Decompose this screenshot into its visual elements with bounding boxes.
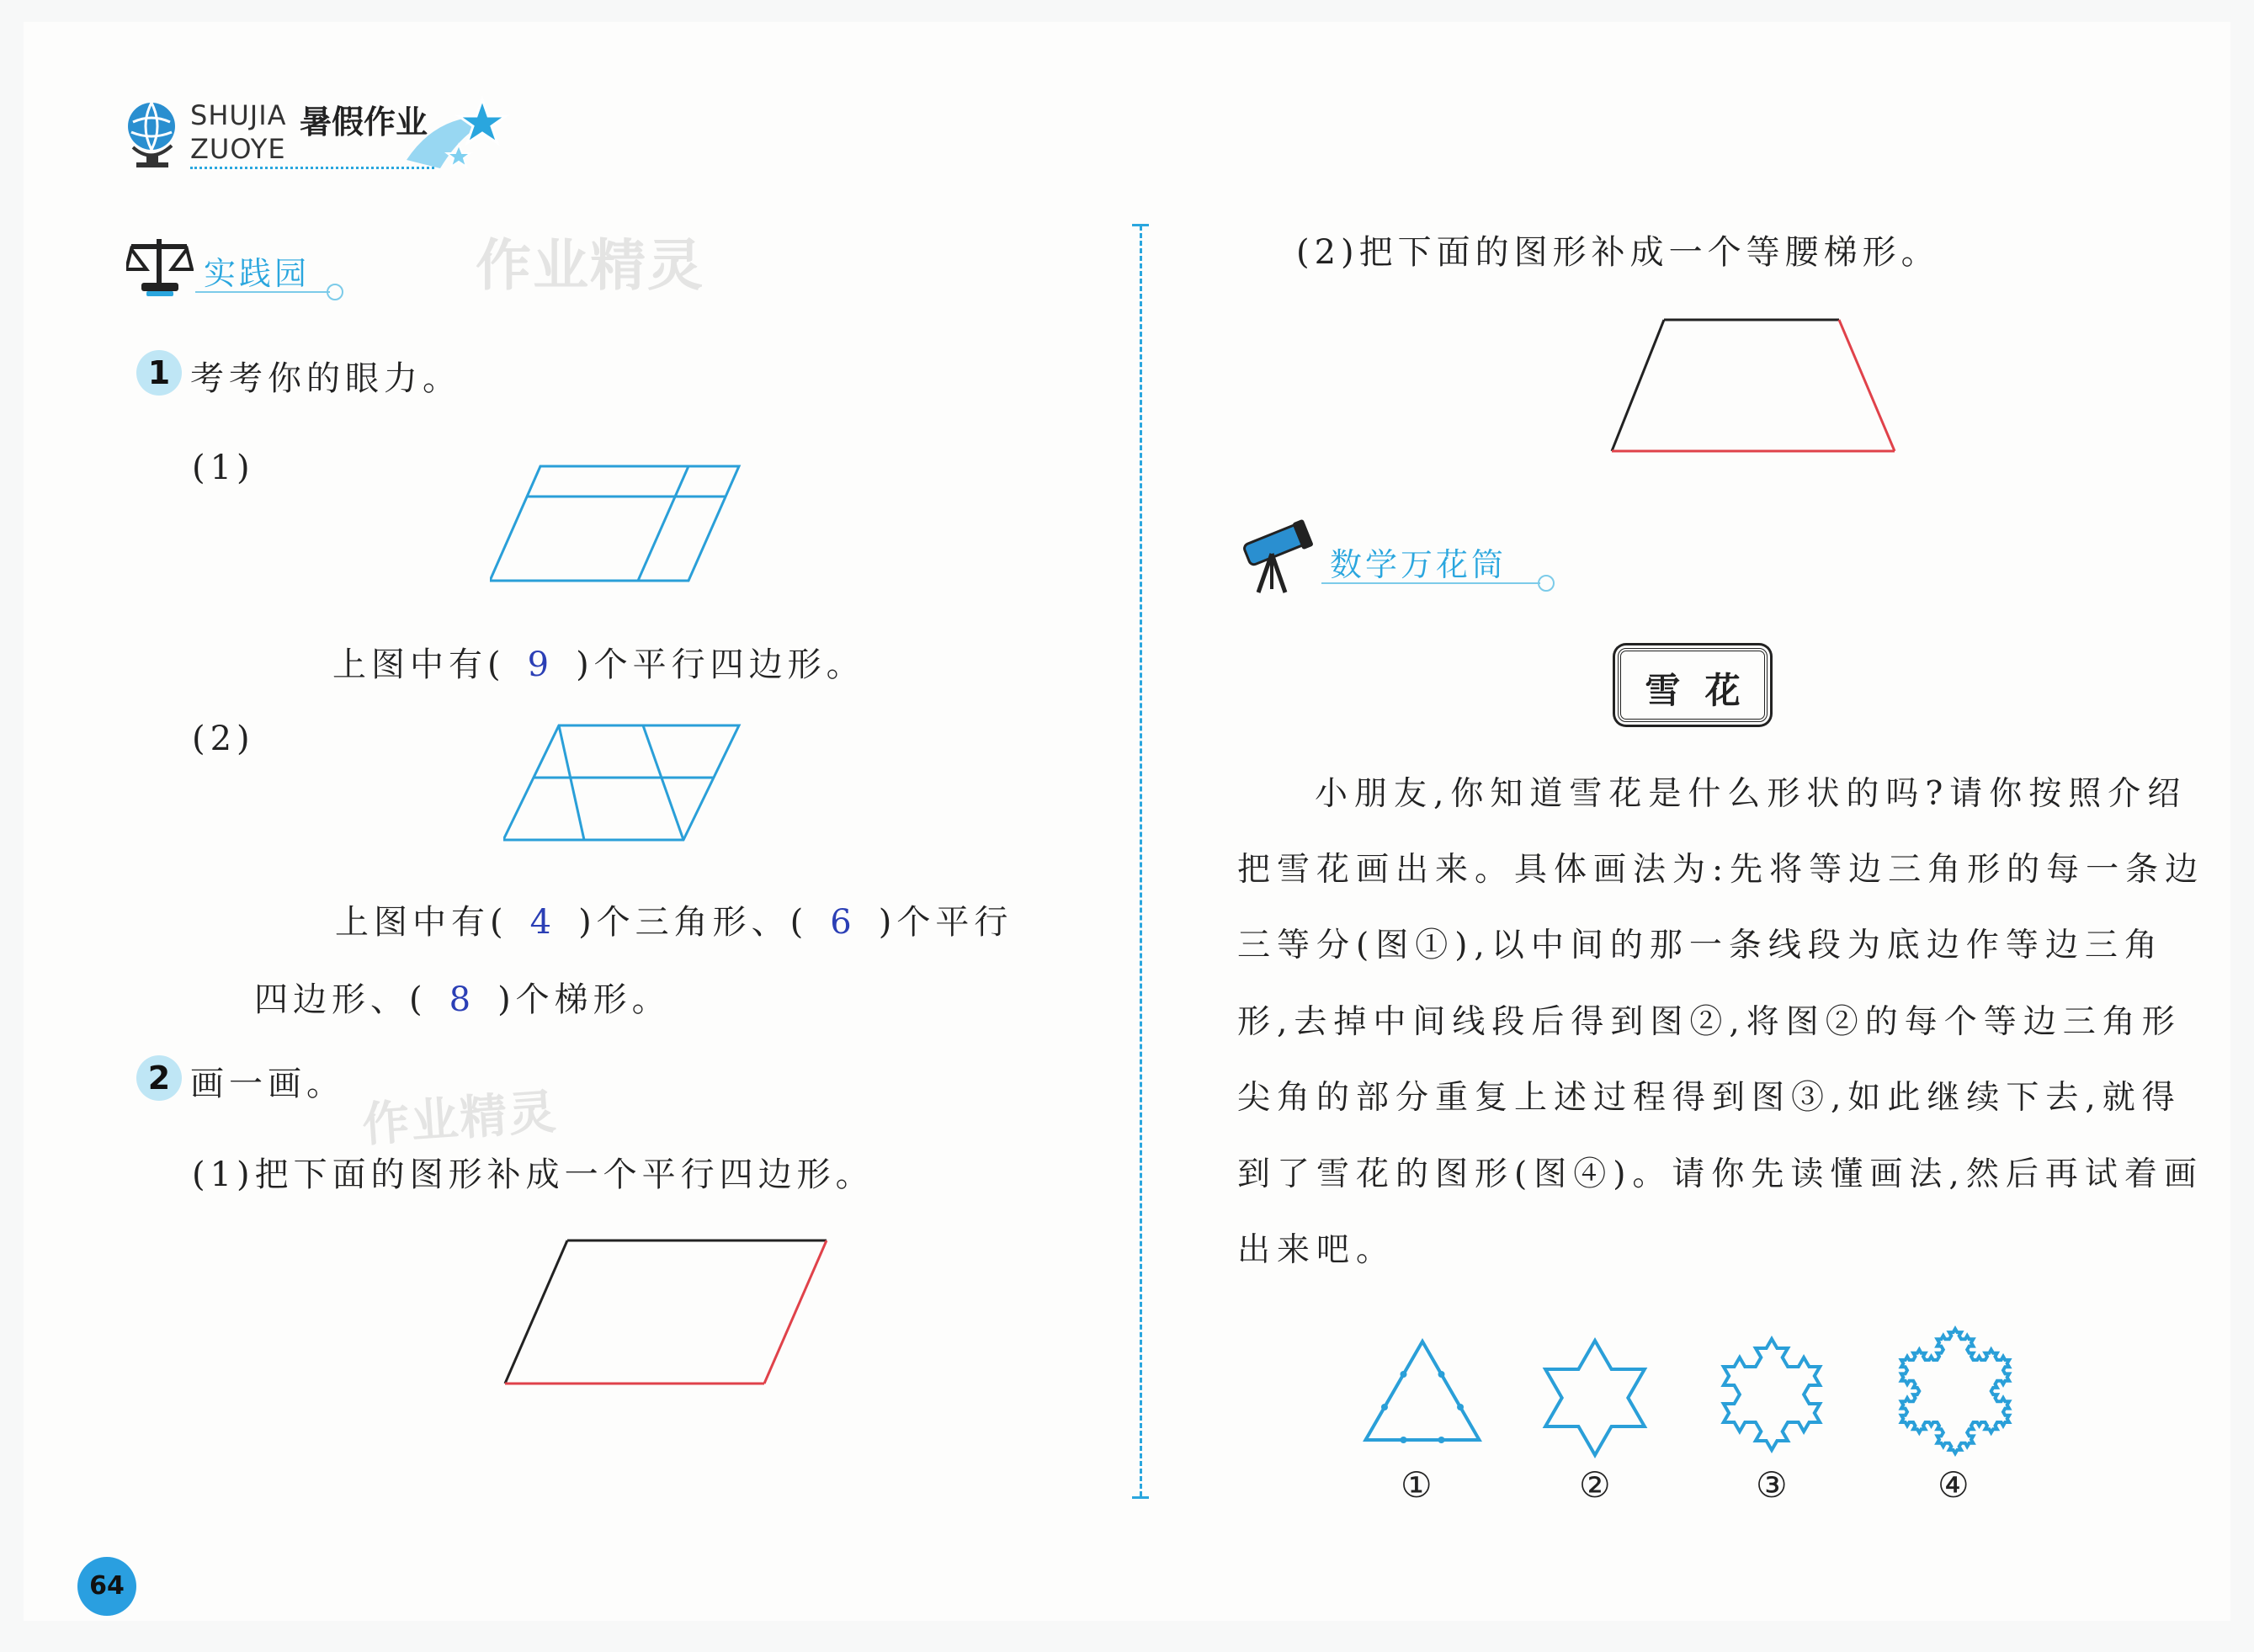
koch-figure-2 <box>1532 1317 1658 1469</box>
koch-figure-3 <box>1709 1317 1835 1469</box>
q2-part2-text: (2)把下面的图形补成一个等腰梯形。 <box>1296 233 1940 272</box>
snowflake-para-line-2: 把雪花画出来。具体画法为:先将等边三角形的每一条边 <box>1237 851 2205 889</box>
q1-p1-text-after: )个平行四边形。 <box>576 645 865 684</box>
q1-p2-line1-a: 上图中有( <box>335 903 508 942</box>
q1-p2-line2-a: 四边形、( <box>254 980 428 1019</box>
page-number: 64 <box>89 1571 125 1601</box>
snowflake-para-line-6: 到了雪花的图形(图④)。请你先读懂画法,然后再试着画 <box>1237 1155 2203 1193</box>
question-number-2: 2 <box>136 1055 182 1101</box>
divider-cap-bottom <box>1132 1496 1149 1499</box>
snowflake-title-box <box>1618 648 1768 722</box>
section-title-practice: 实践园 <box>204 255 311 292</box>
watermark-1: 作业精灵 <box>476 233 704 298</box>
snowflake-para-line-1: 小朋友,你知道雪花是什么形状的吗?请你按照介绍 <box>1315 775 2188 813</box>
q1-part1-label: (1) <box>192 449 255 487</box>
q1-figure-triangles <box>503 722 756 848</box>
question-number-1: 1 <box>136 350 182 396</box>
snowflake-para-line-4: 形,去掉中间线段后得到图②,将图②的每个等边三角形 <box>1237 1003 2182 1041</box>
center-divider <box>1140 226 1142 1496</box>
q1-p2-line2-b: )个梯形。 <box>497 980 671 1019</box>
brand-cn: 暑假作业 <box>300 104 428 141</box>
q1-p1-text-before: 上图中有( <box>332 645 506 684</box>
brand-dotted-line <box>190 167 434 169</box>
question-1-title: 考考你的眼力。 <box>190 359 461 398</box>
star-swoosh-icon <box>407 93 516 177</box>
snowflake-para-line-7: 出来吧。 <box>1237 1231 1396 1269</box>
globe-icon <box>125 97 183 173</box>
page-number-badge <box>77 1557 136 1616</box>
trisection-dot <box>1400 1371 1406 1378</box>
watermark-2: 作业精灵 <box>360 1084 560 1154</box>
brand-logo <box>125 93 520 177</box>
balance-scale-icon <box>126 232 194 300</box>
section-header-kaleidoscope <box>1233 515 1570 599</box>
q1-part2-label: (2) <box>192 720 255 758</box>
q1-p2-line1-b: )个三角形、( <box>578 903 809 942</box>
section-underline-dot-2 <box>1538 575 1555 592</box>
trisection-dot <box>1381 1404 1388 1410</box>
q1-part1-answer-line <box>332 638 865 686</box>
koch-figure-4 <box>1884 1309 2027 1469</box>
q2-figure-parallelogram-incomplete <box>497 1229 833 1397</box>
q1-p2-answer3: 8 <box>449 980 476 1019</box>
snowflake-para-line-3: 三等分(图①),以中间的那一条线段为底边作等边三角 <box>1237 927 2164 964</box>
divider-cap-top <box>1132 224 1149 226</box>
telescope-icon <box>1233 515 1317 596</box>
q2-figure-trapezoid-incomplete <box>1603 310 1906 461</box>
q1-part2-answer-line2 <box>254 973 671 1021</box>
figure-label-2: ② <box>1579 1464 1611 1506</box>
trisection-dot <box>1400 1437 1406 1443</box>
q1-p2-answer2: 6 <box>830 903 857 942</box>
q1-p1-answer: 9 <box>527 645 555 684</box>
section-header-practice <box>126 229 354 305</box>
q2-part1-text: (1)把下面的图形补成一个平行四边形。 <box>192 1155 874 1194</box>
q1-p2-answer1: 4 <box>529 903 557 942</box>
figure-label-3: ③ <box>1756 1464 1788 1506</box>
section-underline-dot <box>327 284 343 300</box>
brand-en-line1: SHUJIA <box>190 99 287 131</box>
q1-p2-line1-c: )个平行 <box>878 903 1013 942</box>
q1-part2-answer-line1 <box>335 895 1013 943</box>
section-underline <box>195 291 330 293</box>
q1-figure-parallelograms <box>490 463 759 589</box>
figure-label-1: ① <box>1401 1464 1433 1506</box>
question-2-title: 画一画。 <box>190 1065 345 1103</box>
figure-label-4: ④ <box>1938 1464 1970 1506</box>
trisection-dot <box>1438 1437 1445 1443</box>
trisection-dot <box>1438 1371 1445 1378</box>
trisection-dot <box>1457 1404 1464 1410</box>
snowflake-title: 雪 花 <box>1645 670 1741 711</box>
section-title-kaleidoscope: 数学万花筒 <box>1330 546 1507 583</box>
brand-en-line2: ZUOYE <box>190 133 286 165</box>
koch-figure-1 <box>1359 1330 1486 1456</box>
section-underline-2 <box>1321 582 1540 584</box>
snowflake-para-line-5: 尖角的部分重复上述过程得到图③,如此继续下去,就得 <box>1237 1079 2182 1117</box>
